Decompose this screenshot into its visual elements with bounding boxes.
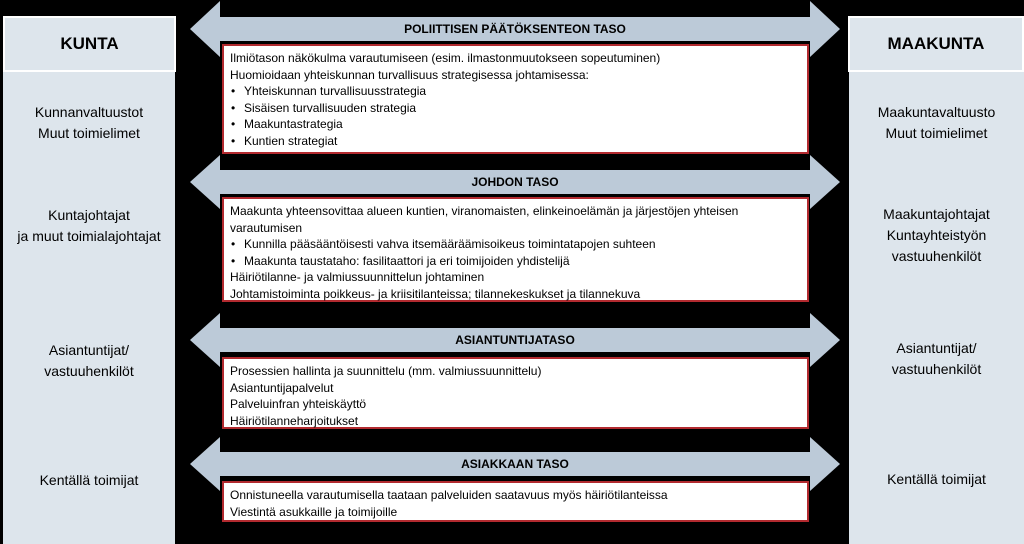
text-line: Onnistuneella varautumisella taataan palveluiden saatavuus myös häiriötilanteissa xyxy=(230,488,668,502)
level-title-political: POLIITTISEN PÄÄTÖKSENTEON TASO xyxy=(404,22,626,36)
maakunta-row-management-line: vastuuhenkilöt xyxy=(891,248,982,264)
text-line: Palveluinfran yhteiskäyttö xyxy=(230,397,367,411)
maakunta-row-customer-line: Kentällä toimijat xyxy=(887,471,986,487)
kunta-row-expert-line: vastuuhenkilöt xyxy=(44,363,134,379)
level-title-management: JOHDON TASO xyxy=(471,175,559,189)
bullet-item: • Yhteiskunnan turvallisuusstrategia xyxy=(230,83,801,100)
maakunta-header: MAAKUNTA xyxy=(848,16,1024,72)
kunta-row-customer-line: Kentällä toimijat xyxy=(39,472,139,488)
text-line: Asiantuntijapalvelut xyxy=(230,380,334,395)
kunta-row-political-line: Kunnanvaltuustot xyxy=(34,104,144,120)
text-line: Viestintä asukkaille ja toimijoille xyxy=(230,504,398,519)
maakunta-row-political-line: Maakuntavaltuusto xyxy=(877,104,996,120)
maakunta-row-political-line: Muut toimielimet xyxy=(885,125,988,141)
level-box-customer xyxy=(222,481,809,522)
text-line: Huomioidaan yhteiskunnan turvallisuus strategisessa johtamisessa: xyxy=(230,67,589,82)
text-line: Johtamistoiminta poikkeus- ja kriisitilanteissa; tilannekeskukset ja tilannekuva xyxy=(230,286,641,301)
text-line: Maakunta yhteensovittaa alueen kuntien, viranomaisten, elinkeinoelämän ja järjestöjen yhteisen xyxy=(230,204,739,218)
text-line: Häiriötilanneharjoitukset xyxy=(230,413,359,428)
maakunta-row-management-line: Kuntayhteistyön xyxy=(886,227,987,243)
text-line: Häiriötilanne- ja valmiussuunnittelun johtaminen xyxy=(230,270,485,284)
bullet-item: • Maakuntastrategia xyxy=(230,116,801,133)
level-box-expert xyxy=(222,357,809,429)
level-box-political xyxy=(222,44,809,154)
bullet-item: • Kuntien strategiat xyxy=(230,133,801,150)
bullet-item: • Sisäisen turvallisuuden strategia xyxy=(230,100,801,117)
bullet-item: • Maakunta taustataho: fasilitaattori ja eri toimijoiden yhdistelijä xyxy=(230,253,801,270)
kunta-row-management-line: ja muut toimialajohtajat xyxy=(17,228,161,244)
maakunta-row-expert-line: vastuuhenkilöt xyxy=(891,361,982,377)
level-title-expert: ASIANTUNTIJATASO xyxy=(455,333,575,347)
kunta-header: KUNTA xyxy=(3,16,176,72)
kunta-row-political-line: Muut toimielimet xyxy=(38,125,140,141)
kunta-row-expert-line: Asiantuntijat/ xyxy=(48,342,130,358)
text-line: varautumisen xyxy=(230,220,303,235)
text-line: Prosessien hallinta ja suunnittelu (mm. valmiussuunnittelu) xyxy=(230,364,542,378)
kunta-row-management-line: Kuntajohtajat xyxy=(48,207,130,223)
maakunta-row-expert-line: Asiantuntijat/ xyxy=(896,340,977,356)
text-line: Ilmiötason näkökulma varautumiseen (esim. ilmastonmuutokseen sopeutuminen) xyxy=(230,51,661,65)
level-title-customer: ASIAKKAAN TASO xyxy=(461,457,569,471)
bullet-item: • Kunnilla pääsääntöisesti vahva itsemääräämisoikeus toimintatapojen suhteen xyxy=(230,236,801,253)
level-box-management xyxy=(222,197,809,302)
maakunta-row-management-line: Maakuntajohtajat xyxy=(883,206,990,222)
